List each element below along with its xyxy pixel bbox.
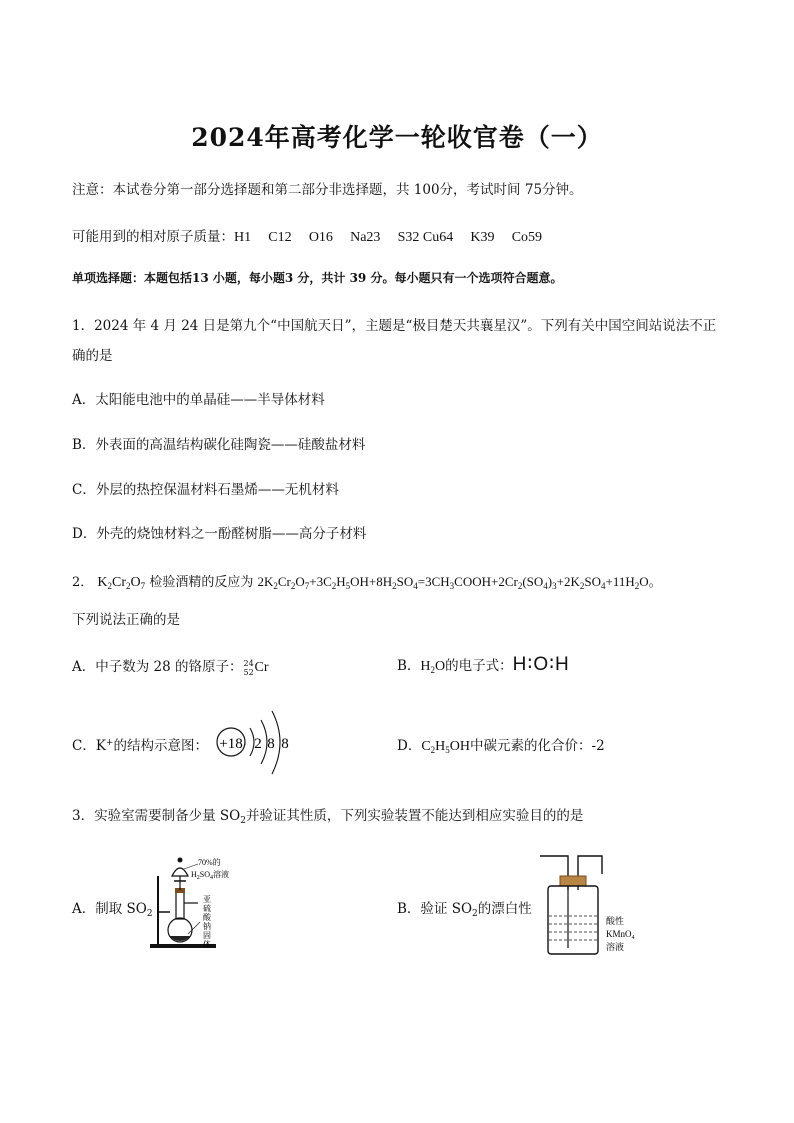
q1-option-b: B．外表面的高温结构碳化硅陶瓷——硅酸盐材料 — [72, 437, 366, 453]
water-electron-formula: H∶O∶H — [512, 654, 570, 675]
q2-option-b: B．$H_2O$的电子式：H∶O∶H — [397, 654, 570, 675]
atomic-mass-h: H1 — [234, 230, 252, 245]
solid-label-char-6: 体 — [203, 940, 211, 949]
acid-label-line2: $H_2SO_4$溶液 — [191, 870, 230, 881]
solid-label-char-4: 钠 — [203, 922, 211, 931]
q2-option-a: A．中子数为 28 的铬原子： 24 52 Cr — [72, 658, 269, 677]
exam-notice: 注意：本试卷分第一部分选择题和第二部分非选择题，共 100分，考试时间 75分钟。 — [72, 182, 583, 198]
q1-stem-line1: 1．2024 年 4 月 24 日是第九个“中国航天日”，主题是“极目楚天共襄星汉”。下列有关中国空间站说法不正 — [72, 318, 717, 334]
flask-solid — [169, 936, 191, 941]
atomic-mass-c: C12 — [268, 230, 292, 245]
shell-2-electrons: 8 — [267, 736, 275, 752]
q2-option-c-label: C．K+的结构示意图： — [72, 738, 208, 754]
funnel-stopper — [178, 858, 183, 863]
acid-leader-line — [184, 864, 198, 869]
solid-label-char-5: 固 — [203, 931, 211, 940]
atomic-masses — [72, 225, 542, 246]
water-formula: $H_2O$ — [420, 659, 446, 675]
q2-stem-line2: 下列说法正确的是 — [72, 612, 180, 628]
q3-option-b-label: B．验证 $SO_2$的漂白性 — [397, 901, 532, 919]
shell-1-electrons: 2 — [254, 736, 262, 752]
flask-neck — [176, 892, 184, 919]
solid-label-char-2: 硫 — [203, 904, 211, 913]
q2-stem-line1: 2． $K_2Cr_2O_7$ 检验酒精的反应为 $2K_2Cr_2O_7+3C_2H_5OH+8H_2SO_4=3CH_3COOH+2Cr_2(SO_4)_3+2K_2SO_4+11H_2O$。 — [72, 574, 662, 591]
gas-washing-bottle — [548, 886, 598, 954]
q2-number: 2． — [72, 575, 94, 590]
separatory-funnel — [172, 868, 188, 876]
solution-label-3: 溶液 — [606, 942, 625, 952]
so2-generation-apparatus — [148, 850, 248, 952]
section-header: 单项选择题：本题包括13 小题，每小题3 分，共计 39 分。每小题只有一个选项符合题意。 — [72, 271, 563, 285]
q1-option-d: D．外壳的烧蚀材料之一酚醛树脂——高分子材料 — [72, 526, 367, 542]
solid-label-char-3: 酸 — [203, 913, 211, 922]
atomic-mass-s-cu: S32 Cu64 — [397, 230, 454, 245]
cr-isotope-notation: 24 52 — [243, 658, 254, 677]
so2-bleaching-apparatus — [536, 850, 646, 958]
atomic-mass-co: Co59 — [511, 230, 543, 245]
solution-label-1: 酸性 — [606, 916, 625, 926]
nucleus-charge: +18 — [219, 736, 243, 752]
acid-label-line1: 70%的 — [198, 858, 221, 867]
q2-stem-text: 检验酒精的反应为 — [149, 575, 254, 590]
solid-label-char-1: 亚 — [203, 895, 211, 904]
q2-reagent: $K_2Cr_2O_7$ — [97, 575, 146, 591]
ethanol-formula: $C_2H_5OH$ — [421, 739, 471, 755]
solution-label-2: KMnO$_4$ — [606, 929, 635, 941]
k-ion-structure-diagram — [214, 708, 298, 780]
page-title: 2024年高考化学一轮收官卷（一） — [191, 123, 603, 152]
q1-option-c: C．外层的热控保温材料石墨烯——无机材料 — [72, 482, 339, 498]
atomic-mass-na: Na23 — [350, 230, 381, 245]
q1-option-a: A．太阳能电池中的单晶硅——半导体材料 — [72, 392, 325, 408]
q1-stem-line2: 确的是 — [72, 348, 113, 364]
shell-3-electrons: 8 — [281, 736, 289, 752]
atomic-mass-o: O16 — [308, 230, 333, 245]
q2-option-d: D．$C_2H_5OH$中碳元素的化合价：-2 — [397, 738, 605, 755]
electron-shell-2 — [261, 720, 267, 764]
atomic-masses-label: 可能用到的相对原子质量： — [72, 229, 234, 245]
q3-stem: 3．实验室需要制备少量 $SO_2$并验证其性质，下列实验装置不能达到相应实验目的的是 — [72, 808, 584, 826]
atomic-mass-k: K39 — [470, 230, 495, 245]
q3-option-a-label: A．制取 $SO_2$ — [72, 901, 153, 919]
bottle-stopper — [560, 876, 586, 886]
q2-equation: $2K_2Cr_2O_7+3C_2H_5OH+8H_2SO_4=3CH_3COOH+2Cr_2(SO_4)_3+2K_2SO_4+11H_2O$ — [257, 574, 649, 591]
